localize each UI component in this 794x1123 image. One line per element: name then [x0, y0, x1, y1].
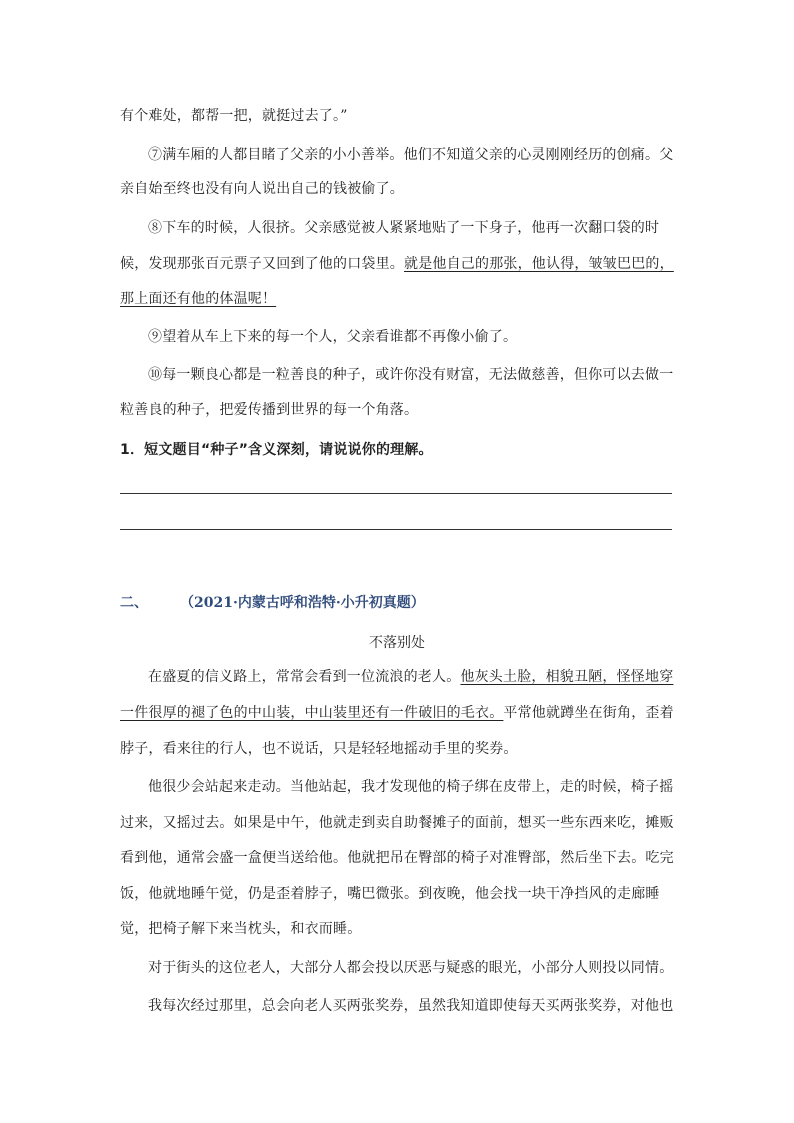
article-paragraph-3: 对于街头的这位老人，大部分人都会投以厌恶与疑惑的眼光，小部分人则投以同情。	[148, 960, 674, 976]
article-paragraph-1-line-3: 脖子，看来往的行人，也不说话，只是轻轻地摇动手里的奖券。	[120, 741, 518, 757]
underlined-text: 那上面还有他的体温呢！	[120, 291, 277, 307]
article-paragraph-2-line-5: 觉，把椅子解下来当枕头，和衣而睡。	[120, 921, 362, 937]
article-paragraph-1-line-2	[120, 704, 672, 722]
section-source: （2021·内蒙古呼和浩特·小升初真题）	[180, 595, 425, 611]
text-plain: 候，发现那张百元票子又回到了他的口袋里。	[120, 256, 404, 272]
paragraph-10-line-1: ⑩每一颗良心都是一粒善良的种子，或许你没有财富，无法做慈善，但你可以去做一	[148, 367, 674, 383]
paragraph-7-line-1: ⑦满车厢的人都目睹了父亲的小小善举。他们不知道父亲的心灵刚刚经历的创痛。父	[148, 147, 674, 163]
paragraph-8-line-2	[120, 255, 672, 273]
underlined-text: 他灰头土脸，相貌丑陋，怪怪地穿	[460, 669, 674, 685]
paragraph-7-line-2: 亲自始至终也没有向人说出自己的钱被偷了。	[120, 181, 404, 197]
paragraph-8-line-1: ⑧下车的时候，人很挤。父亲感觉被人紧紧地贴了一下身子，他再一次翻口袋的时	[148, 220, 660, 236]
underlined-text: 就是他自己的那张，他认得，皱皱巴巴的，	[404, 256, 674, 272]
article-paragraph-2-line-1: 他很少会站起来走动。当他站起，我才发现他的椅子绑在皮带上，走的时候，椅子摇	[148, 779, 674, 795]
answer-line[interactable]	[120, 493, 672, 494]
question-1: 1．短文题目“种子”含义深刻，请说说你的理解。	[120, 442, 433, 458]
article-paragraph-4-line-1: 我每次经过那里，总会向老人买两张奖券，虽然我知道即使每天买两张奖券，对他也	[148, 998, 674, 1014]
text-plain: 在盛夏的信义路上，常常会看到一位流浪的老人。	[148, 669, 461, 685]
paragraph-9: ⑨望着从车上下来的每一个人，父亲看谁都不再像小偷了。	[148, 329, 518, 345]
underlined-text: 一件很厚的褪了色的中山装，中山装里还有一件破旧的毛衣。	[120, 705, 504, 721]
paragraph-line: 有个难处，都帮一把，就挺过去了。”	[120, 108, 348, 124]
article-paragraph-1-line-1	[148, 668, 672, 686]
article-title: 不落别处	[369, 635, 425, 651]
text-plain: 平常他就蹲坐在街角，歪着	[503, 705, 674, 721]
article-paragraph-2-line-2: 过来，又摇过去。如果是中午，他就走到卖自助餐摊子的面前，想买一些东西来吃，摊贩	[120, 815, 674, 831]
section-number: 二、	[120, 595, 148, 611]
answer-line[interactable]	[120, 529, 672, 530]
article-paragraph-2-line-3: 看到他，通常会盛一盒便当送给他。他就把吊在臀部的椅子对准臀部，然后坐下去。吃完	[120, 850, 674, 866]
article-paragraph-2-line-4: 饭，他就地睡午觉，仍是歪着脖子，嘴巴微张。到夜晚，他会找一块干净挡风的走廊睡	[120, 886, 660, 902]
paragraph-8-line-3	[120, 290, 672, 308]
paragraph-10-line-2: 粒善良的种子，把爱传播到世界的每一个角落。	[120, 402, 419, 418]
